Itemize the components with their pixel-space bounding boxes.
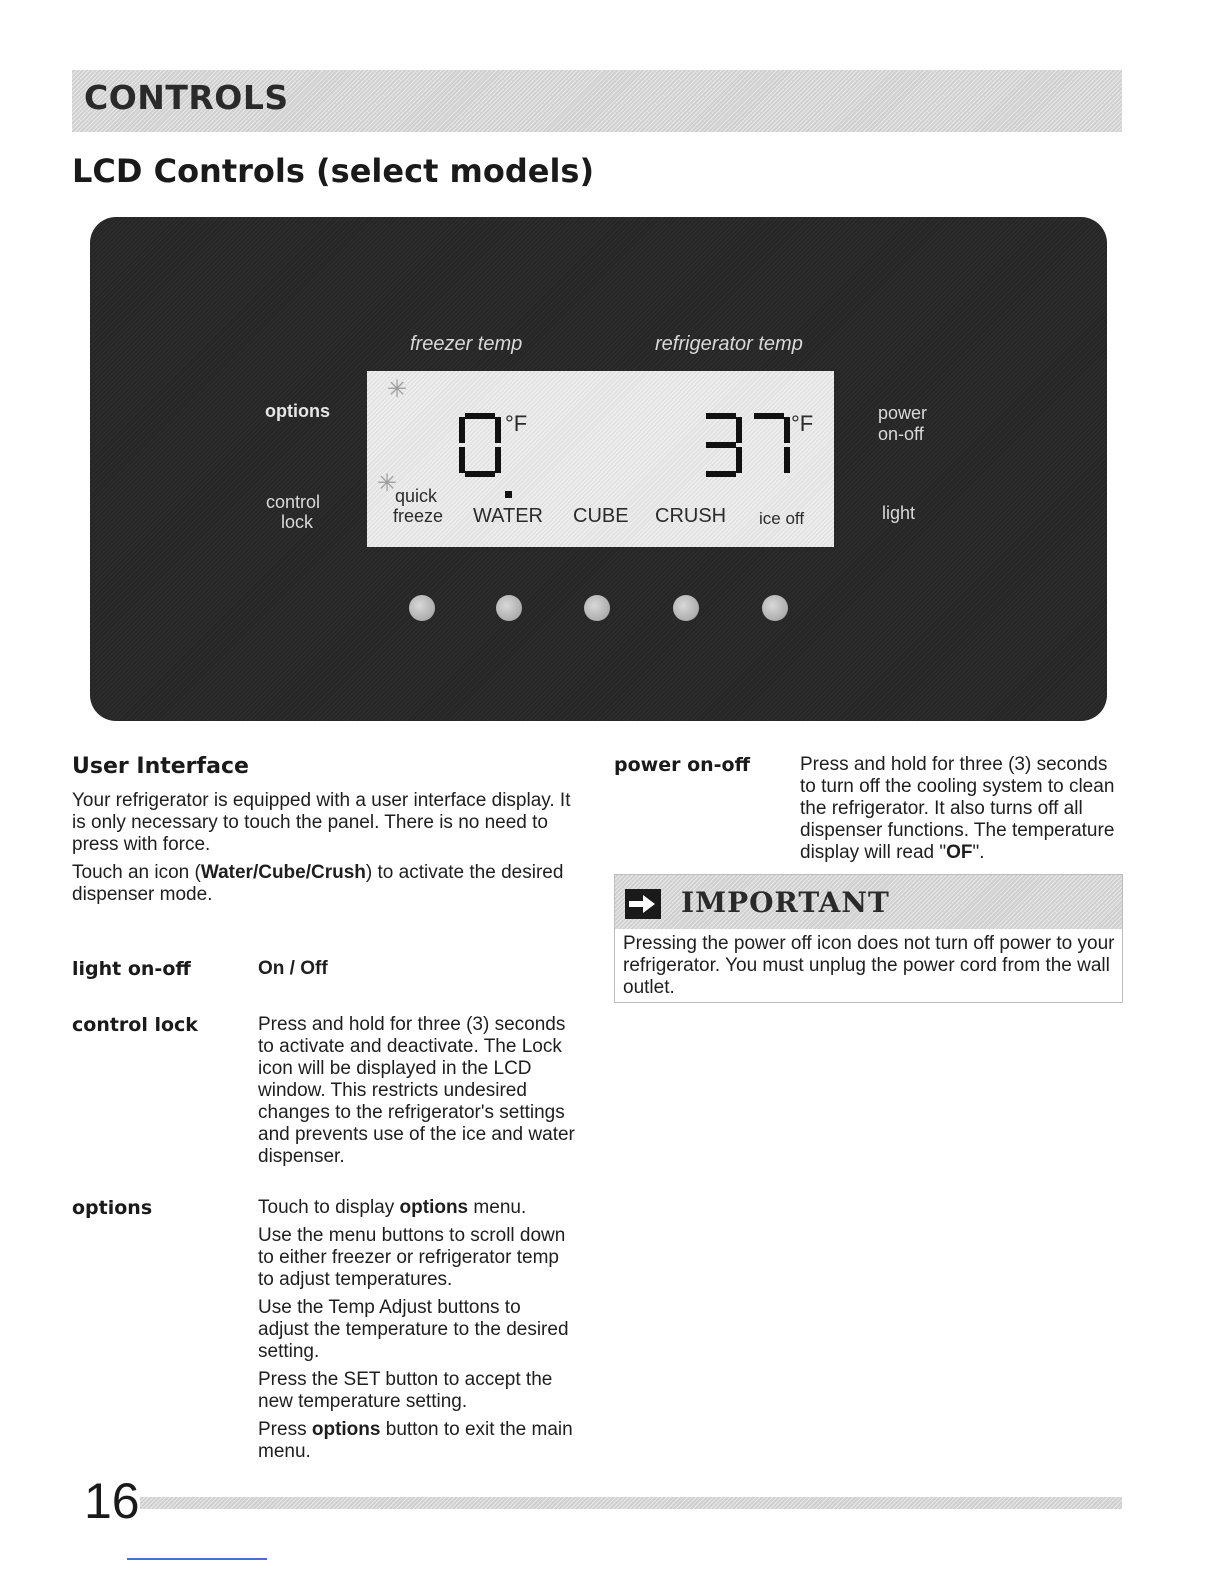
snowflake-icon: ✳ <box>387 376 408 403</box>
bottom-link-line <box>127 1558 267 1560</box>
page-number: 16 <box>84 1473 140 1529</box>
options-para2: Use the menu buttons to scroll down to either freezer or refrigerator temp to adjust temperatures. <box>258 1225 566 1290</box>
ice-off-mode[interactable]: ice off <box>759 509 805 528</box>
control-lock-label-line2: lock <box>281 512 314 532</box>
power-label-line1: power <box>878 403 928 423</box>
touch-button-3[interactable] <box>584 595 610 621</box>
options-para1: Touch to display options menu. <box>258 1197 527 1218</box>
water-mode[interactable]: WATER <box>473 505 543 527</box>
options-para5: Press options button to exit the main menu. <box>258 1419 573 1462</box>
touch-button-4[interactable] <box>673 595 699 621</box>
user-interface-para2: Touch an icon (Water/Cube/Crush) to activate the desired dispenser mode. <box>72 862 564 905</box>
quick-freeze-snowflake-icon: ✳ <box>377 470 398 497</box>
important-title: IMPORTANT <box>681 886 890 919</box>
options-term: options <box>72 1197 153 1219</box>
light-button[interactable]: light <box>882 503 916 523</box>
power-desc: Press and hold for three (3) seconds to turn off the cooling system to clean the refrigerator. It also turns off all dispenser functions. The temperature display will read "OF". <box>800 754 1115 863</box>
power-label-line2: on-off <box>878 424 924 444</box>
freezer-temp-digits <box>459 413 501 477</box>
freeze-label: freeze <box>393 506 444 526</box>
control-lock-term: control lock <box>72 1014 198 1036</box>
footer-rule <box>140 1497 1122 1509</box>
options-button[interactable]: options <box>265 401 330 421</box>
touch-button-2[interactable] <box>496 595 522 621</box>
control-lock-label-line1: control <box>266 492 321 512</box>
refrigerator-temp-label: refrigerator temp <box>655 333 803 355</box>
touch-button-5[interactable] <box>762 595 788 621</box>
fridge-unit: °F <box>791 411 814 436</box>
cube-mode[interactable]: CUBE <box>573 505 629 527</box>
options-desc <box>258 1197 576 1469</box>
lcd-display <box>367 371 834 547</box>
quick-label: quick <box>395 486 438 506</box>
arrow-right-icon <box>625 889 661 919</box>
important-notice <box>614 874 1123 1003</box>
power-term: power on-off <box>614 754 750 776</box>
page-heading: LCD Controls (select models) <box>72 152 595 190</box>
options-para3: Use the Temp Adjust buttons to adjust the temperature to the desired setting. <box>258 1297 569 1362</box>
user-interface-heading: User Interface <box>72 754 249 779</box>
light-desc: On / Off <box>258 958 328 979</box>
freezer-temp-label: freezer temp <box>410 333 523 355</box>
fridge-temp-digits <box>700 413 790 477</box>
user-interface-text <box>72 790 587 912</box>
important-text: Pressing the power off icon does not turn off power to your refrigerator. You must unplug the power cord from the wall outlet. <box>623 933 1115 998</box>
options-para4: Press the SET button to accept the new temperature setting. <box>258 1369 553 1412</box>
freezer-unit: °F <box>505 411 528 436</box>
touch-button-1[interactable] <box>409 595 435 621</box>
crush-mode[interactable]: CRUSH <box>655 505 727 527</box>
water-selected-indicator <box>505 491 512 498</box>
control-lock-desc: Press and hold for three (3) seconds to activate and deactivate. The Lock icon will be displayed in the LCD window. This restricts undesired changes to the refrigerator's settings and prevents use of the ice and water dispenser. <box>258 1014 575 1167</box>
user-interface-para1: Your refrigerator is equipped with a user interface display. It is only necessary to touch the panel. There is no need to press with force. <box>72 790 571 855</box>
section-title: CONTROLS <box>84 78 289 117</box>
light-term: light on-off <box>72 958 191 980</box>
